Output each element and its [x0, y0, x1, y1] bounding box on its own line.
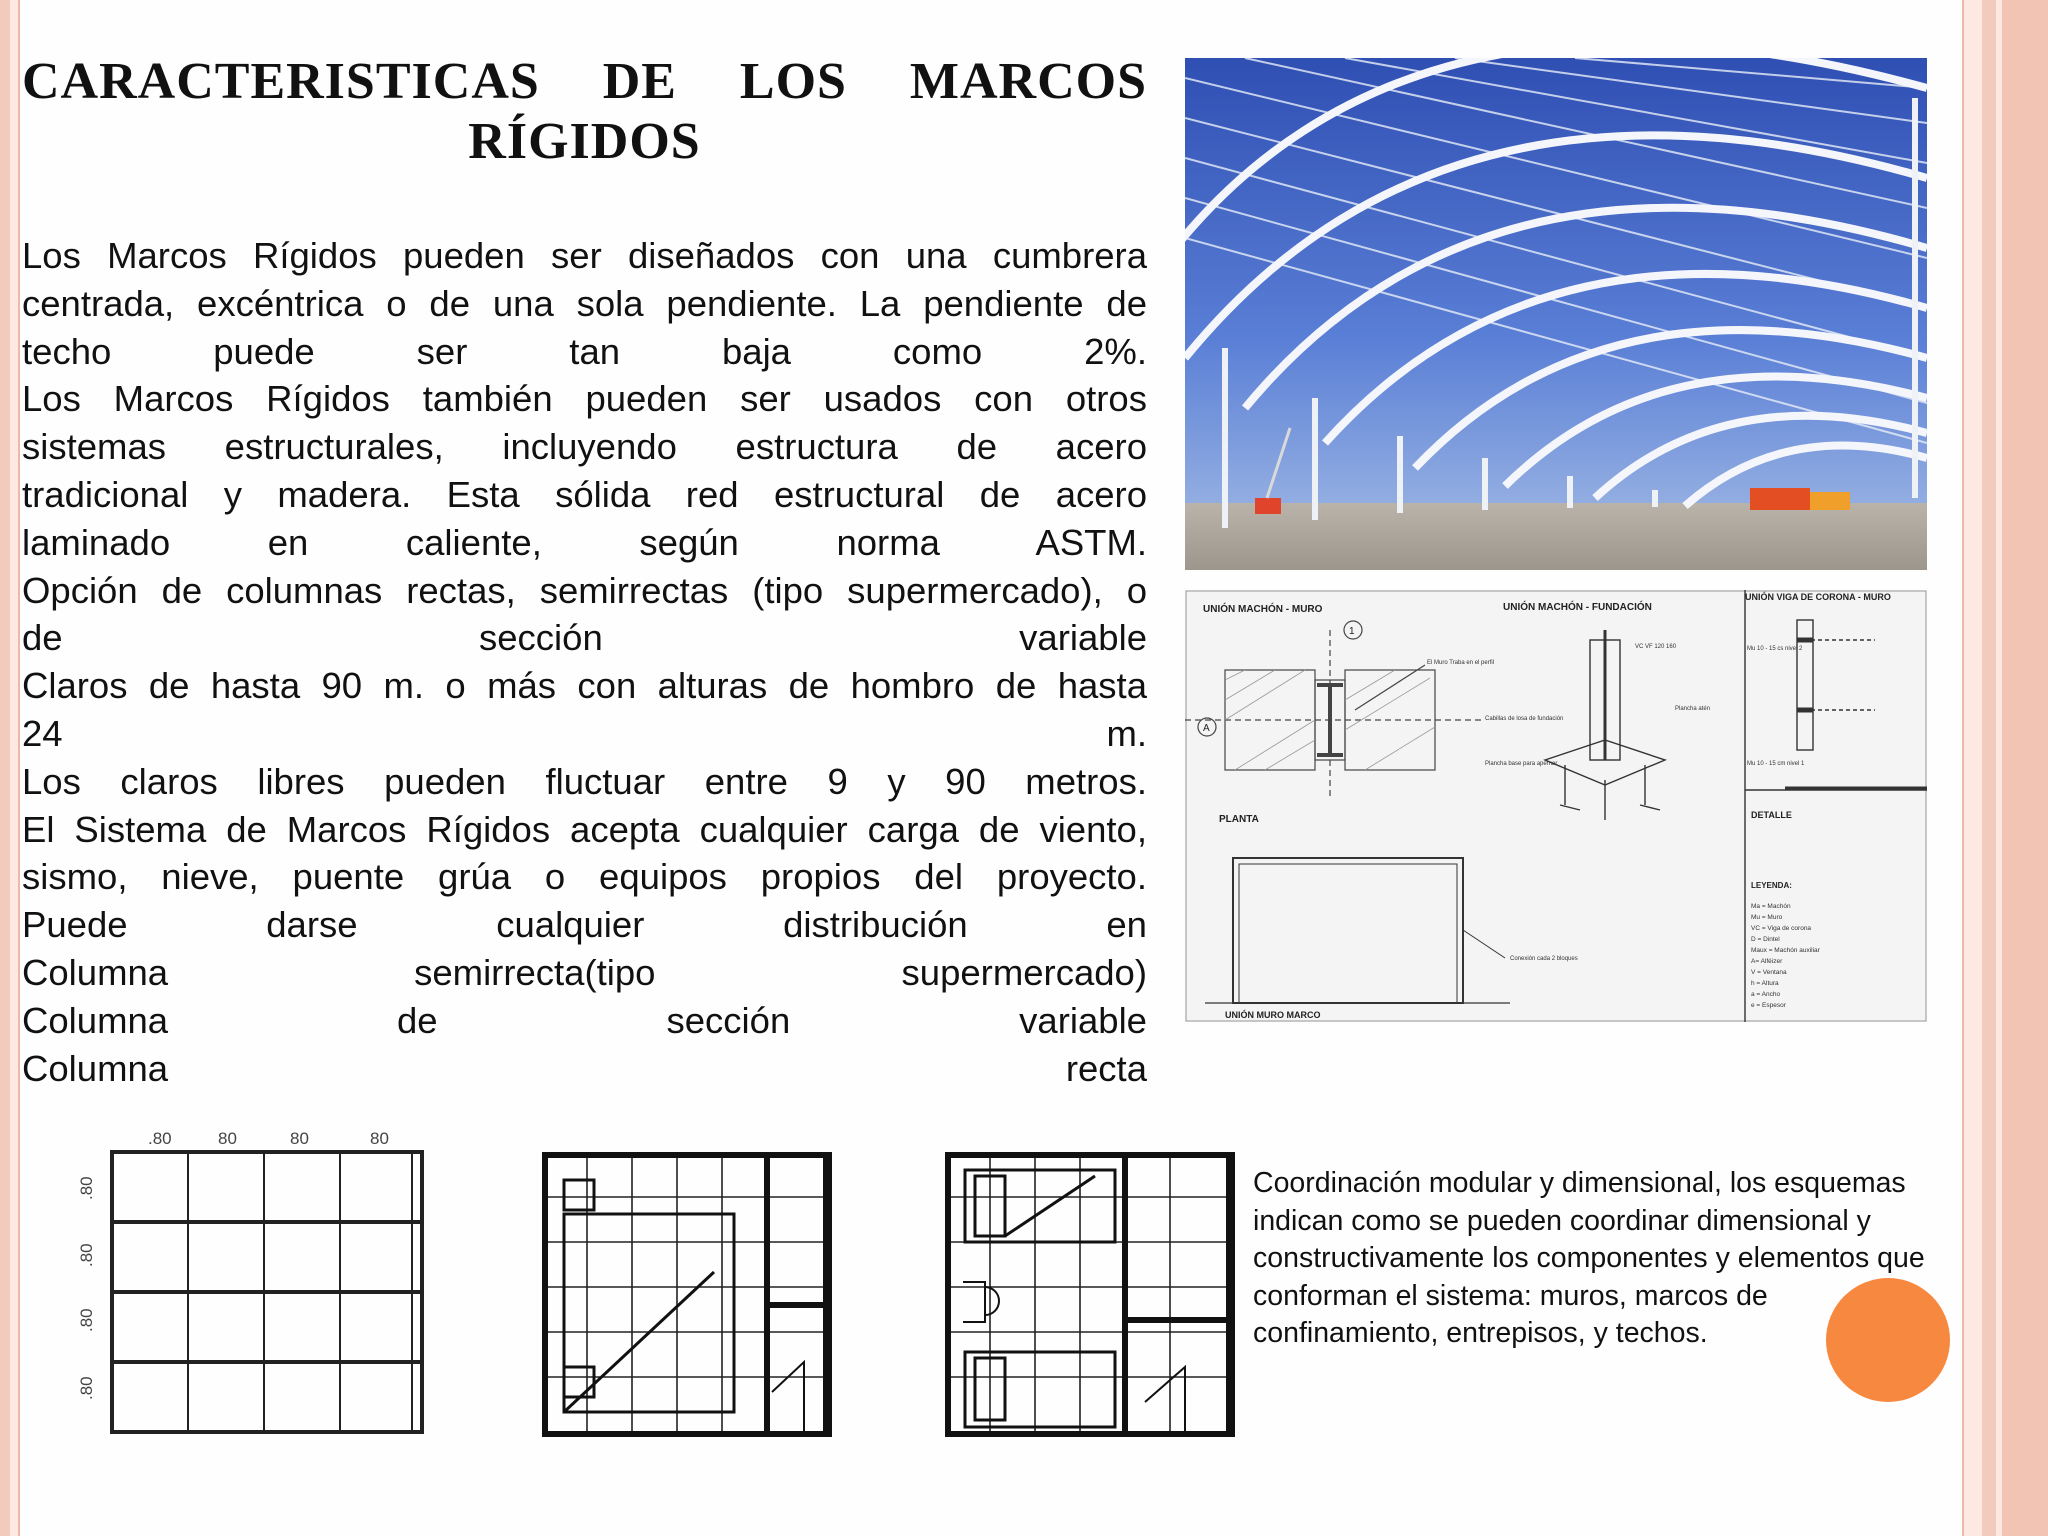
left-border-stripe — [0, 0, 10, 1536]
callout-text: Cabillas de losa de fundación — [1485, 716, 1564, 722]
body-line: Los claros libres pueden fluctuar entre 9 y 90 metros. — [22, 760, 1147, 802]
marker-1: 1 — [1349, 626, 1355, 637]
construction-detail-drawing — [1185, 590, 1927, 1022]
body-line: Opción de columnas rectas, semirrectas (tipo supermercado), o — [22, 569, 1147, 611]
body-line: Puede darse cualquier distribución en — [22, 904, 1147, 946]
body-line: centrada, excéntrica o de una sola pendiente. La pendiente de — [22, 282, 1147, 324]
legend-item: Mu = Muro — [1751, 914, 1783, 921]
grid-dimension-label: 80 — [218, 1129, 237, 1148]
body-line: Claros de hasta 90 m. o más con alturas de hombro de hasta — [22, 665, 1147, 707]
body-line: techo puede ser tan baja como 2%. — [22, 330, 1147, 372]
label-leyenda: LEYENDA: — [1751, 881, 1792, 890]
body-text — [22, 232, 1147, 1092]
floor-plan-grid-figure — [945, 1152, 1235, 1437]
slide-title: CARACTERISTICAS DE LOS MARCOS RÍGIDOS — [22, 53, 1147, 170]
body-line: sistemas estructurales, incluyendo estructura de acero — [22, 426, 1147, 468]
grid-dimension-label: .80 — [77, 1308, 96, 1332]
body-line: Columna de sección variable — [22, 999, 1147, 1041]
left-border-stripe — [18, 0, 20, 1536]
callout-text: El Muro Traba en el perfil — [1427, 660, 1495, 666]
right-border-stripe — [1982, 0, 1996, 1536]
callout-text: Plancha atén — [1675, 706, 1711, 712]
grid-dimension-label: .80 — [77, 1243, 96, 1267]
grid-dimension-label: .80 — [148, 1129, 172, 1148]
callout-text: Mu 10 - 15 cs nivel 2 — [1747, 646, 1803, 652]
floor-plan-grid-figure — [542, 1152, 832, 1437]
callout-text: Conexión cada 2 bloques — [1510, 956, 1578, 962]
legend-item: e = Espesor — [1751, 1002, 1786, 1009]
legend-item: a = Ancho — [1751, 991, 1781, 998]
body-line: 24 m. — [22, 712, 1147, 754]
callout-text: VC VF 120 160 — [1635, 644, 1677, 650]
body-line: Columna recta — [22, 1047, 1147, 1089]
modular-grid-figure — [70, 1122, 440, 1452]
callout-text: Mu 10 - 15 cm nivel 1 — [1747, 761, 1805, 767]
callout-text: Plancha base para apernar — [1485, 761, 1558, 767]
legend-item: A= Alféizer — [1751, 958, 1783, 965]
label-union-viga-corona-muro: UNIÓN VIGA DE CORONA - MURO — [1745, 592, 1891, 602]
label-detalle: DETALLE — [1751, 810, 1792, 820]
grid-dimension-label: .80 — [77, 1376, 96, 1400]
label-planta: PLANTA — [1219, 814, 1259, 825]
body-line: Columna semirrecta(tipo supermercado) — [22, 951, 1147, 993]
right-border-stripe — [2002, 0, 2048, 1536]
left-border-stripe — [10, 0, 18, 1536]
label-union-muro-marco: UNIÓN MURO MARCO — [1225, 1010, 1321, 1020]
body-line: Los Marcos Rígidos también pueden ser usados con otros — [22, 378, 1147, 420]
body-line: El Sistema de Marcos Rígidos acepta cualquier carga de viento, — [22, 808, 1147, 850]
body-line: de sección variable — [22, 617, 1147, 659]
grid-dimension-label: 80 — [370, 1129, 389, 1148]
legend-item: VC = Viga de corona — [1751, 925, 1812, 932]
steel-frame-photo — [1185, 58, 1927, 570]
legend-item: h = Altura — [1751, 980, 1779, 987]
coordination-caption: Coordinación modular y dimensional, los esquemas indican como se pueden coordinar dimensional y constructivamente los componentes y elementos que conforman el sistema: muros, marcos de confinamiento, entrepisos, y techos. — [1253, 1167, 1925, 1349]
grid-dimension-label: .80 — [77, 1176, 96, 1200]
body-line: laminado en caliente, según norma ASTM. — [22, 521, 1147, 563]
label-union-machon-fundacion: UNIÓN MACHÓN - FUNDACIÓN — [1503, 602, 1652, 613]
legend-item: Maux = Machón auxiliar — [1751, 947, 1820, 954]
grid-dimension-label: 80 — [290, 1129, 309, 1148]
legend-item: Ma = Machón — [1751, 903, 1791, 910]
body-line: sismo, nieve, puente grúa o equipos propios del proyecto. — [22, 856, 1147, 898]
marker-a: A — [1203, 723, 1210, 734]
right-border-stripe — [1964, 0, 1982, 1536]
legend-item: D = Dintel — [1751, 936, 1780, 943]
body-line: tradicional y madera. Esta sólida red estructural de acero — [22, 473, 1147, 515]
body-line: Los Marcos Rígidos pueden ser diseñados con una cumbrera — [22, 235, 1147, 276]
legend-item: V = Ventana — [1751, 969, 1787, 976]
label-union-machon-muro: UNIÓN MACHÓN - MURO — [1203, 604, 1323, 615]
